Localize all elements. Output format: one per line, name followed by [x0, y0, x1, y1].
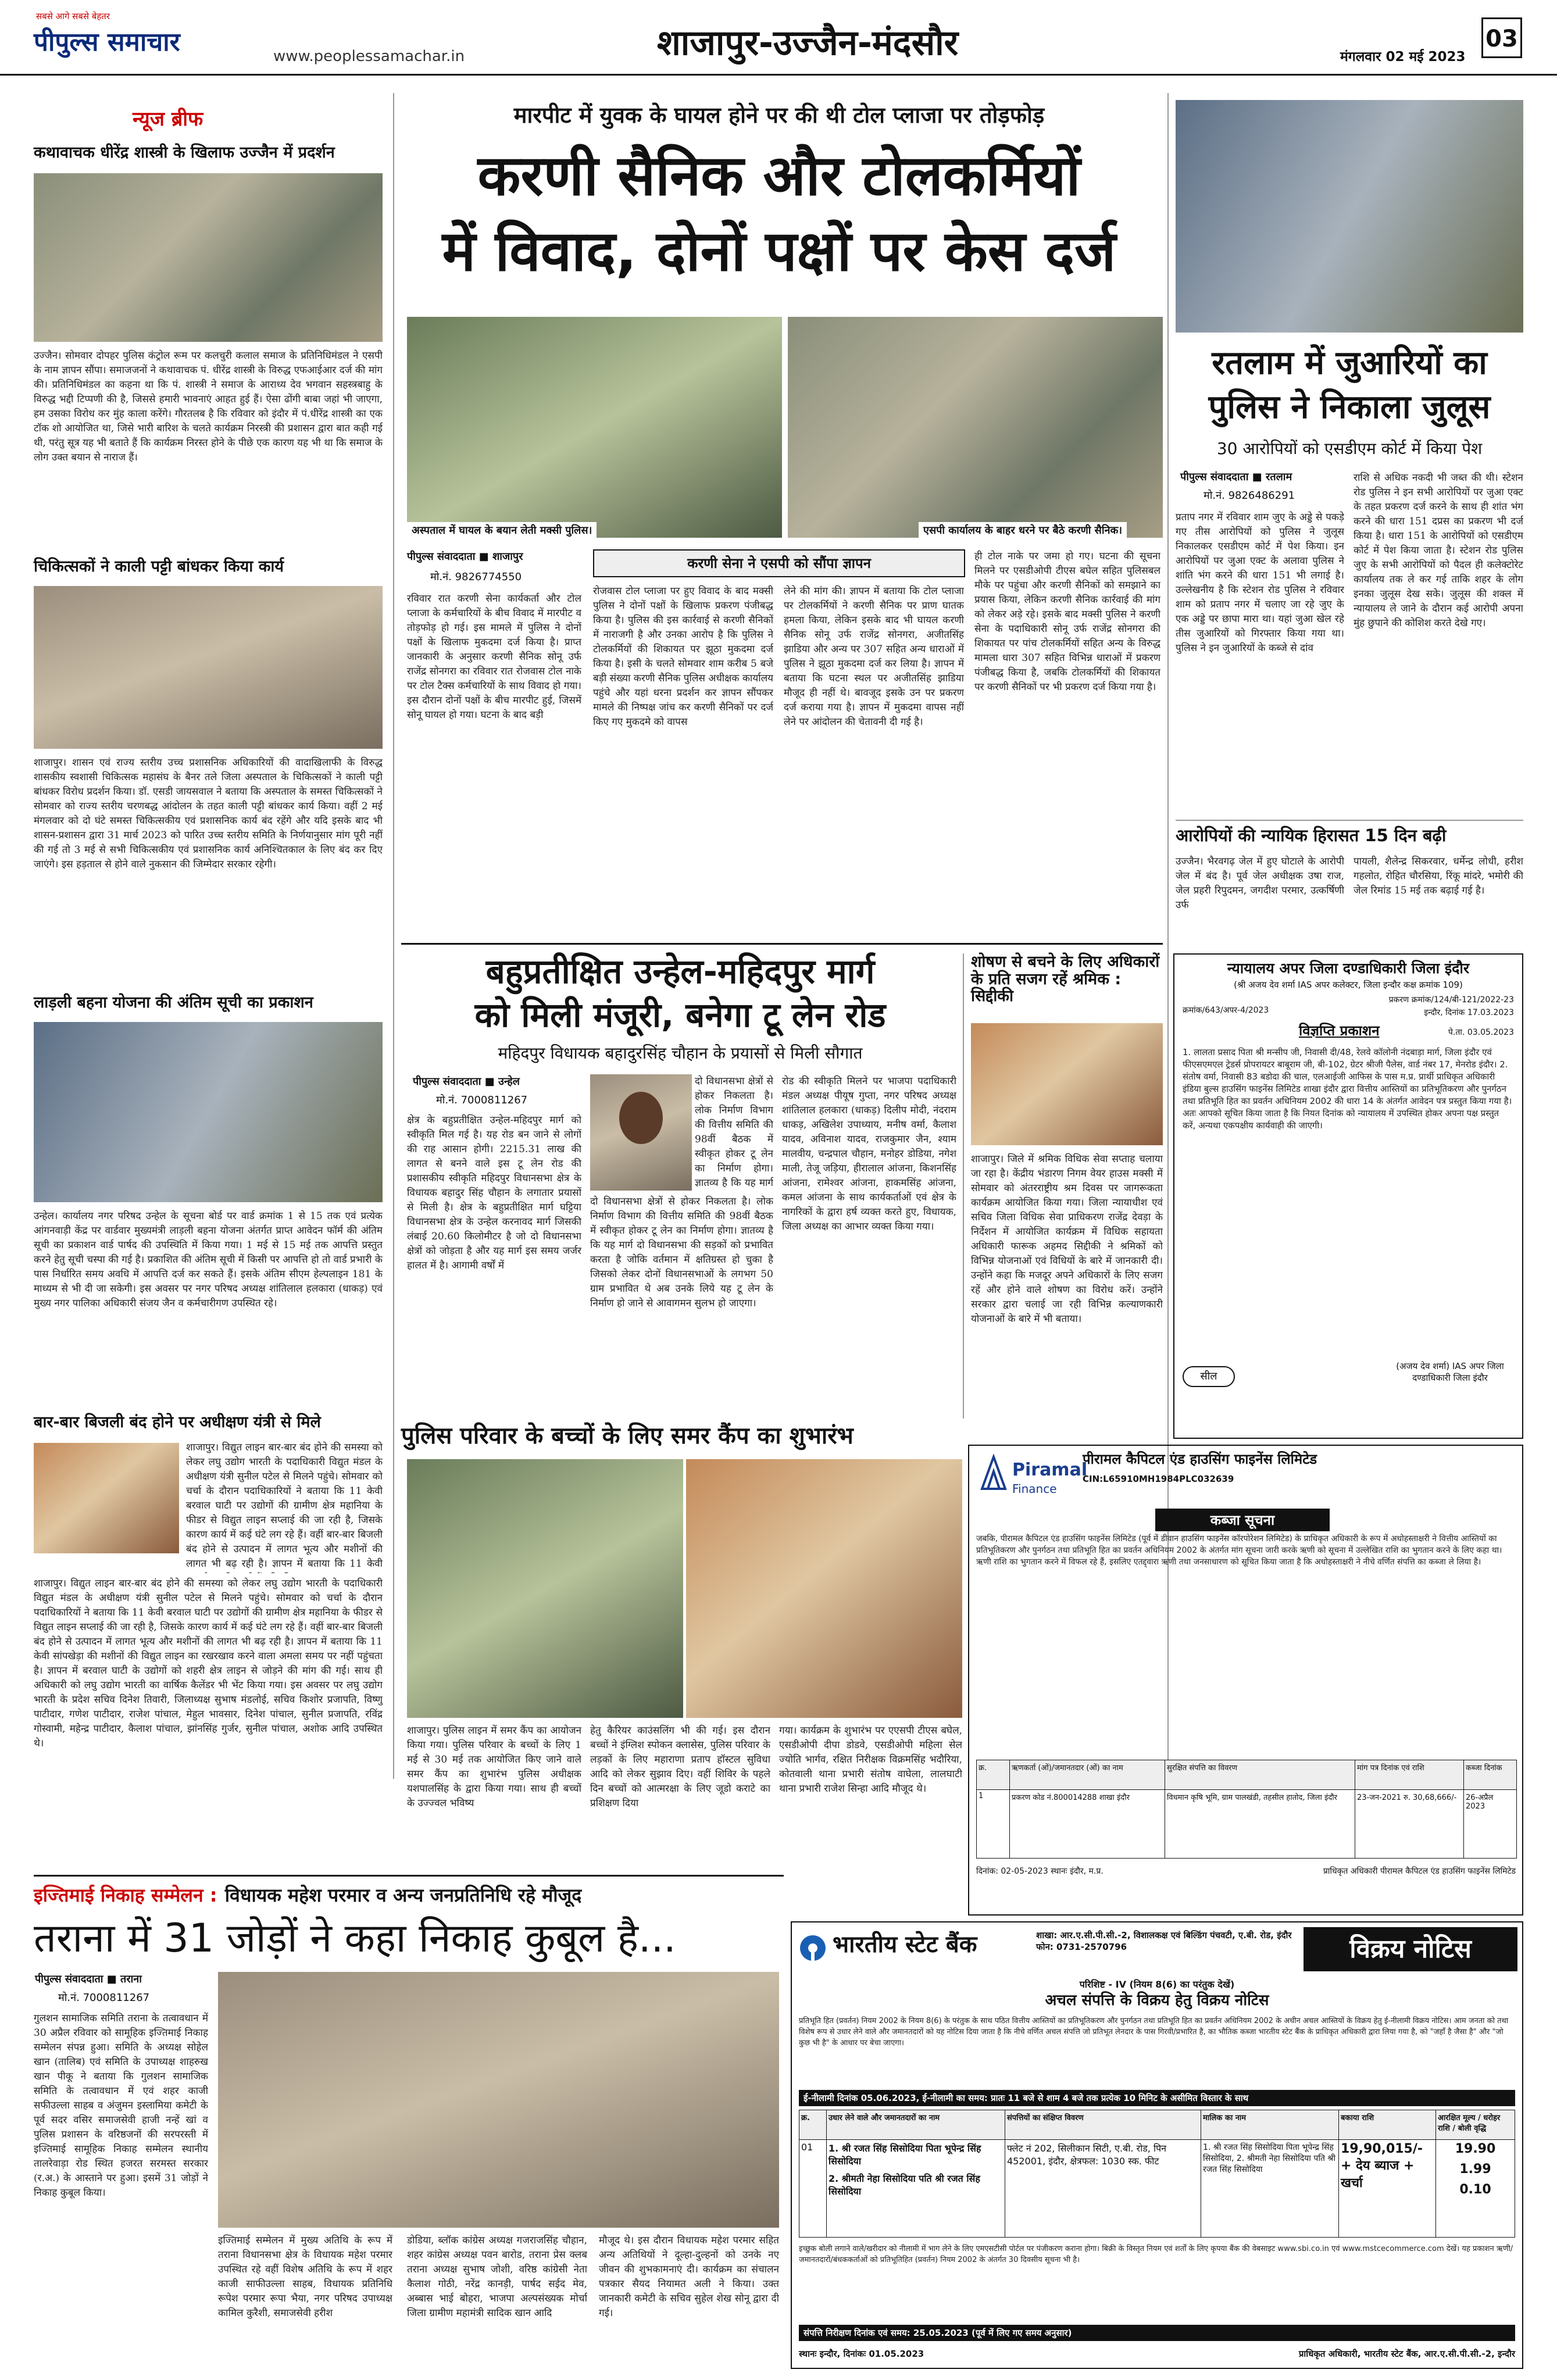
nikah-headline: तराना में 31 जोड़ों ने कहा निकाह कुबूल है... — [34, 1916, 676, 1961]
sbi-appendix: परिशिष्ट - IV (नियम 8(6) का परंतुक देखें) — [1079, 1979, 1235, 1990]
nikah-kicker-bar — [34, 1882, 784, 1910]
piramal-td-borrower: प्रकरण कोड नं.800014288 शाखा इंदौर — [1010, 1790, 1165, 1859]
nikah-col1: गुलशन सामाजिक समिति तराना के तत्वावधान में 30 अप्रैल रविवार को सामूहिक इज्तिमाई निकाह सम्मेलन संपन्न हुआ। समिति के अध्यक्ष सोहेल खान (तालिब) एवं समिति के उपाध्यक्ष शाहरुख खान पीकू ने बताया कि गुलशन सामाजिक समिति के तत्वावधान में एवं शहर काजी सफीउल्ला साहब व अंजुमन इस्लामिया कमेटी के पूर्व सदर वसिर समाजसेवी हाजी नन्हें खां व पुलिस प्रशासन के वरिष्ठजनों की सरपरस्ती में इज्तिमाई सामूहिक निकाह सम्मेलन स्थानीय तालरेवाड़ा रोड स्थित हजरत सरमस्त सरकार (र.अ.) के आस्ताने पर हुआ। इसमें 31 जोड़ों ने निकाह कुबूल किया। — [34, 2013, 208, 2199]
piramal-notice — [968, 1445, 1523, 1916]
sbi-td-dues: 19,90,015/- + देय ब्याज + खर्चा — [1339, 2140, 1436, 2238]
lead-subbox: करणी सेना ने एसपी को सौंपा ज्ञापन — [593, 549, 965, 577]
sbi-auction-date: ई-नीलामी दिनांक 05.06.2023, ई-नीलामी का समय: प्रातः 11 बजे से शाम 4 बजे तक प्रत्येक 10 मिनिट के असीमित विस्तार के साथ — [799, 2090, 1515, 2106]
nikah-kicker: इज्तिमाई निकाह सम्मेलन : — [34, 1884, 217, 1906]
piramal-th-possession: कब्जा दिनांक — [1466, 1764, 1502, 1773]
column-divider — [963, 953, 964, 1418]
piramal-brand: Piramal — [1012, 1460, 1088, 1480]
labour-headline: शोषण से बचने के लिए अधिकारों के प्रति सजग रहें श्रमिक : सिद्दीकी — [971, 953, 1160, 1006]
brief4-photo — [34, 1443, 179, 1553]
brief3-body: उन्हेल। कार्यालय नगर परिषद उन्हेल के सूचना बोर्ड पर वार्ड क्रमांक 1 से 15 तक एवं प्रत्येक आंगनवाड़ी केंद्र पर वार्डवार मुख्यमंत्री लाड़ली बहना योजना अंतर्गत प्राप्त आवेदन फॉर्म की अंतिम सूची का प्रकाशन वार्ड पार्षद की उपस्थिति में किया गया। 1 मई से 15 मई तक आपत्ति प्रस्तुत करने हेतु सूची चस्पा की गई है। प्रकाशित की अंतिम सूची में किसी पर आपत्ति हो तो वार्ड प्रभारी के पास निर्धारित समय अवधि में आपत्ति दर्ज कर सकते हैं। इसके अंतिम सीएम हेल्पलाइन 181 के माध्यम से भी दी जा सकेगी। इस अवसर पर नगर परिषद अध्यक्ष शांतिलाल हलकारा (धाकड़) एवं मुख्य नगर पालिका अधिकारी संजय जैन व कर्मचारीगण उपस्थित रहे। — [34, 1210, 383, 1309]
ratlam-col1: प्रताप नगर में रविवार शाम जुए के अड्डे से पकड़े गए तीस आरोपियों को पुलिस ने जुलूस निकालकर एसडीएम कोर्ट में पेश किया। इन आरोपियों पर जुआ एक्ट के अलावा पुलिस ने शांति भंग करने की धारा 151 भी लगाई है। उल्लेखनीय है कि स्टेशन रोड पुलिस ने रविवार शाम को प्रताप नगर में चलाए जा रहे जुए के एक अड्डे पर छापा मारा था। यहां जुआ खेल रहे तीस जुआरियों को गिरफ्तार किया गया था। पुलिस ने इन जुआरियों के कब्जे से दांव — [1176, 512, 1344, 654]
sbi-th-property: संपत्तियों का संक्षिप्त विवरण — [1005, 2110, 1201, 2139]
piramal-td-demand: 23-जन-2021 रु. 30,68,666/- — [1355, 1790, 1464, 1859]
section-divider — [401, 943, 1163, 945]
road-phone: मो.नं. 7000811267 — [436, 1094, 528, 1106]
brief3-headline: लाड़ली बहना योजना की अंतिम सूची का प्रकाशन — [34, 994, 313, 1012]
road-col3: रोड की स्वीकृति मिलने पर भाजपा पदाधिकारी मंडल अध्यक्ष पीयूष गुप्ता, नगर परिषद अध्यक्ष शांतिलाल हलकारा (धाकड़) दिलीप मोदी, नंदराम धाकड़, अखिलेश उपाध्याय, मनीष वर्मा, कैलाश यादव, अविनाश यादव, राजकुमार जैन, श्याम मालवीय, चन्द्रपाल चौहान, मनोहर डोडिया, नगेश माली, तेजू जड़िया, हीरालाल आंजना, किशनसिंह आंजना, रामेश्वर आंजना, हाकमसिंह आंजना, कमल आंजना के साथ कार्यकर्ताओं एवं क्षेत्र के नागरिकों के द्वारा हर्ष व्यक्त करते हुए, विधायक, जिला अध्यक्ष का आभार व्यक्त किया गया। — [782, 1075, 956, 1232]
sbi-signatory: प्राधिकृत अधिकारी, भारतीय स्टेट बैंक, आर.ए.सी.पी.सी.-2, इन्दौर — [1298, 2349, 1515, 2359]
brief4-body: शाजापुर। विद्युत लाइन बार-बार बंद होने की समस्या को लेकर लघु उद्योग भारती के पदाधिकारी विद्युत मंडल के अधीक्षण यंत्री सुनील पटेल से मिलने पहुंचे। सोमवार को चर्चा के दौरान पदाधिकारियों ने बताया कि 11 केवी बरवाल घाटी पर उद्योगों की ग्रामीण क्षेत्र महानिया के फीडर से विद्युत लाइन सप्लाई की जा रही है, जिसके कारण कार्य में कई घंटे लग रहे हैं। वहीं बार-बार बिजली बंद होने से उत्पादन में लागत भूत्य और मशीनों की लागत भी बढ़ रही है। ज्ञापन में बताया कि 11 केवी — [186, 1442, 383, 1570]
ratlam-col4: पायली, शैलेन्द्र सिकरवार, धर्मेन्द्र लोधी, हरीश गहलोत, रोहित चौरसिया, रिंकू मांदरे, भमोरी की जेल रिमांड 15 मई तक बढ़ाई गई है। — [1354, 856, 1523, 896]
sbi-td-emd: 1.99 — [1459, 2162, 1491, 2177]
brief3-photo — [34, 1022, 383, 1202]
piramal-notice-title: कब्जा सूचना — [1155, 1509, 1330, 1531]
sbi-body: प्रतिभूति हित (प्रवर्तन) नियम 2002 के नियम 8(6) के परंतुक के साथ पठित वित्तीय आस्तियों का प्रतिभूतिकरण और पुनर्गठन तथा प्रतिभूति हित का प्रवर्तन अधिनियम 2002 के अधीन अचल आस्तियों के विक्रय हेतु ई-नीलामी विक्रय नोटिस। आम जनता को तथा विशेष रूप से उधार लेने वाले और जमानतदारों को यह नोटिस दिया जाता है कि नीचे वर्णित अचल संपत्ति जो प्रतिभूत लेनदार के पास गिरवी/प्रभारित है, का भौतिक कब्जा भारतीय स्टेट बैंक के प्राधिकृत अधिकारी द्वारा लिया गया है, को "जहाँ है जैसा है" और "जो कुछ भी है" के आधार पर बेचा जाएगा। — [799, 2017, 1509, 2047]
piramal-body: जबकि, पीरामल कैपिटल एंड हाउसिंग फाइनेंस लिमिटेड (पूर्व में डीवान हाउसिंग फाइनेंस कॉरपोरेशन लिमिटेड) के प्राधिकृत अधिकारी के रूप में अधोहस्ताक्षरी ने वित्तीय आस्तियों का प्रतिभूतिकरण और पुनर्गठन तथा प्रतिभूति हित का प्रवर्तन अधिनियम 2002 के अंतर्गत मांग सूचना जारी करके ऋणी को सूचना में उल्लेखित राशि का भुगतान करने के लिए कहा था। ऋणी राशि का भुगतान करने में विफल रहे हैं, इसलिए एतद्द्वारा ऋणी तथा जनसाधारण को सूचित किया जाता है कि अधोहस्ताक्षरी ने नीचे वर्णित संपत्ति का कब्जा ले लिया है। — [976, 1534, 1502, 1567]
lead-col4: ही टोल नाके पर जमा हो गए। घटना की सूचना मिलने पर एसडीओपी टीएस बघेल सहित पुलिसबल मौके पर पहुंचा और करणी सैनिकों को समझाने का प्रयास किया, लेकिन करणी सैनिक कार्रवाई की मांग को लेकर अड़े रहे। इसके बाद मक्सी पुलिस ने करणी सेना के पदाधिकारी सोनू उर्फ राजेंद्र सोनगरा की शिकायत पर पांच टोलकर्मियों सहित अन्य के विरुद्ध मामला धारा 307 सहित विभिन्न धाराओं में प्रकरण पंजीबद्ध किया है, जबकि टोलकर्मियों की शिकायत पर करणी सैनिकों पर भी प्रकरण दर्ज किया गया है। — [974, 551, 1160, 693]
sbi-place: स्थानः इन्दौर, दिनांकः 01.05.2023 — [799, 2349, 924, 2359]
court-notice-date1: इन्दौर, दिनांक 17.03.2023 — [1424, 1007, 1514, 1017]
brief2-body: शाजापुर। शासन एवं राज्य स्तरीय उच्च प्रशासनिक अधिकारियों की वादाखिलाफी के विरुद्ध शासकीय स्वशासी चिकित्सक महासंघ के बैनर तले जिला अस्पताल के चिकित्सकों ने काली पट्टी बांधकर विरोध प्रदर्शन किया। डॉ. एसडी जायसवाल ने बताया कि अस्पताल के समस्त चिकित्सकों ने सोमवार को राज्य स्तरीय चरणबद्ध आंदोलन के तहत काली पट्टी बांधकर कार्य किया। वहीं 2 मई मंगलवार को दो घंटे समस्त चिकित्सकीय एवं प्रशासनिक कार्य बंद रहेंगे और यदि इसके बाद भी शासन-प्रशासन द्वारा 31 मार्च 2023 को पारित उच्च स्तरीय समिति के निर्णयानुसार मांग पूरी नहीं की गई तो 3 मई से सभी चिकित्सकीय एवं प्रशासनिक कार्य अनिश्चितकाल के लिए बंद कर दिए जाएंगे। इस हड़ताल से होने वाले नुकसान की जिम्मेदार सरकार रहेगी। — [34, 757, 383, 870]
brief2-headline: चिकित्सकों ने काली पट्टी बांधकर किया कार्य — [34, 558, 284, 576]
brand-logo: पीपुल्स समाचार — [34, 27, 180, 57]
road-col1: क्षेत्र के बहुप्रतीक्षित उन्हेल-महिदपुर मार्ग को स्वीकृति मिल गई है। यह रोड बन जाने से लोगों की राह आसान होगी। 2215.31 लाख की लागत से बनने वाले इस टू लेन रोड की प्रशासकीय स्वीकृति महिदपुर विधानसभा क्षेत्र के विधायक बहादुर सिंह चौहान के लगातार प्रयासों से मिली है। क्षेत्र के बहुप्रतीक्षित मार्ग घट्टिया विधानसभा क्षेत्र के उन्हेल करनावद मार्ग जिसकी लंबाई 20.60 किलोमीटर है जो दो विधानसभा क्षेत्रों को जोड़ता है और यह मार्ग इस समय जर्जर हालत में है। आगामी वर्षों में — [407, 1114, 581, 1271]
brief4-body-continued: शाजापुर। विद्युत लाइन बार-बार बंद होने की समस्या को लेकर लघु उद्योग भारती के पदाधिकारी विद्युत मंडल के अधीक्षण यंत्री सुनील पटेल से मिलने पहुंचे। सोमवार को चर्चा के दौरान पदाधिकारियों ने बताया कि 11 केवी बरवाल घाटी पर उद्योगों की ग्रामीण क्षेत्र महानिया के फीडर से विद्युत लाइन सप्लाई की जा रही है, जिसके कारण कार्य में कई घंटे लग रहे हैं। वहीं बार-बार बिजली बंद होने से उत्पादन में लागत भूत्य और मशीनों की लागत भी बढ़ रही है। ज्ञापन में बताया कि 11 केवी सांपखेड़ा की मशीनों की विद्युत लाइन का रखरखाव करने वाला अमला समय पर नहीं पहुंचता है। ज्ञापन में बरवाल घाटी के उद्योगों को शहरी क्षेत्र लाइन से जोड़ने की मांग की गई। साथ ही अधिकारी को लघु उद्योग भारती का वार्षिक कैलेंडर भी भेंट किया गया। इस अवसर पर लघु उद्योग भारती के प्रदेश सचिव दिनेश तिवारी, जिलाध्यक्ष सुभाष मंडलोई, सचिव किशोर प्रजापति, विष्णु पाटीदार, गणेश पाटीदार, राजेश पांचाल, मेहुल भावसार, दिनेश पांचाल, सुनील प्रजापति, रविंद्र गोस्वामी, महेन्द्र पाटीदार, कैलाश पांचाल, झांनसिंह गुर्जर, सुनील पांचाल, अशोक आदि उपस्थित थे। — [34, 1578, 383, 1749]
police-camp-col3: गया। कार्यक्रम के शुभारंभ पर एएसपी टीएस बघेल, एसडीओपी दीपा डोडवे, एसडीओपी महिला सेल ज्योति भार्गव, रक्षित निरीक्षक विक्रमसिंह भदौरिया, कोतवाली थाना प्रभारी संतोष वाघेला, लालघाटी थाना प्रभारी राजेश सिन्हा आदि मौजूद थे। — [779, 1725, 962, 1795]
lead-photo-hospital — [407, 317, 782, 538]
road-col2: दो विधानसभा क्षेत्रों से होकर निकलता है। लोक निर्माण विभाग की वित्तीय समिति की 98वीं बैठक में स्वीकृत होकर टू लेन का निर्माण होगा। ज्ञातव्य है कि यह मार्ग — [695, 1075, 773, 1189]
road-mla-photo — [590, 1074, 692, 1191]
sbi-th-no: क्र. — [799, 2110, 827, 2139]
ratlam-col3: उज्जैन। भैरवगढ़ जेल में हुए घोटाले के आरोपी जेल में बंद है। पूर्व जेल अधीक्षक उषा राज, जेल प्रहरी रिपुदमन, जगदीश परमार, उत्कर्षिणी उर्फ — [1176, 856, 1344, 911]
column-divider — [393, 93, 394, 1779]
website-link[interactable]: www.peoplessamachar.in — [273, 48, 465, 65]
masthead — [0, 0, 1557, 76]
column-divider — [1167, 93, 1169, 953]
labour-photo — [971, 1023, 1163, 1145]
piramal-footer-right: प्राधिकृत अधिकारी पीरामल कैपिटल एंड हाउसिंग फाइनेंस लिमिटेड — [1323, 1867, 1516, 1876]
police-camp-col2: हेतु कैरियर काउंसलिंग भी की गई। इस दौरान बच्चों ने इंग्लिश स्पोकन क्लासेस, पुलिस परिवार के लड़कों के लिए महाराणा प्रताप हॉस्टल सुविधा आदि को लेकर सुझाव दिए। वहीं शिविर के पहले दिन बच्चों को आत्मरक्षा के लिए जूडो कराटे का प्रशिक्षण दिया — [590, 1725, 770, 1809]
piramal-footer-left: दिनांक: 02-05-2023 स्थानः इंदौर, म.प्र. — [976, 1867, 1104, 1876]
piramal-th-demand: मांग पत्र दिनांक एवं राशि — [1355, 1760, 1464, 1789]
piramal-td-no: 1 — [977, 1790, 1010, 1859]
sbi-th-owner: मालिक का नाम — [1201, 2110, 1339, 2139]
nikah-phone: मो.नं. 7000811267 — [58, 1992, 150, 2004]
ratlam-headline-line2: पुलिस ने निकाला जुलूस — [1208, 388, 1491, 426]
page-number: 03 — [1481, 17, 1522, 58]
court-notice-office: न्यायालय अपर जिला दण्डाधिकारी जिला इंदौर — [1227, 960, 1470, 977]
court-notice-title: विज्ञप्ति प्रकाशन — [1299, 1022, 1380, 1039]
lead-headline-line2: में विवाद, दोनों पक्षों पर केस दर्ज — [442, 219, 1116, 284]
section-divider — [34, 1875, 784, 1877]
nikah-col2: इज्तिमाई सम्मेलन में मुख्य अतिथि के रूप में तराना विधानसभा क्षेत्र के विधायक महेश परमार उपस्थित रहे वहीं विशेष अतिथि के रूप में शहर काजी साफीउल्ला साहब, विधायक प्रतिनिधि रूपेश परमार रूपा भैया, नगर परिषद उपाध्यक्ष कामिल कुरैशी, समाजसेवी हरीश — [218, 2235, 392, 2319]
ratlam-subhead: 30 आरोपियों को एसडीएम कोर्ट में किया पेश — [1216, 439, 1483, 458]
news-brief-label: न्यूज ब्रीफ — [133, 108, 203, 131]
ratlam-byline: पीपुल्स संवाददाता ■ रतलाम — [1180, 471, 1292, 483]
sbi-bank-name: भारतीय स्टेट बैंक — [833, 1931, 977, 1958]
police-camp-col1: शाजापुर। पुलिस लाइन में समर कैंप का आयोजन किया गया। पुलिस परिवार के बच्चों के लिए 1 मई से 30 मई तक आयोजित किए जाने वाले समर कैंप का शुभारंभ पुलिस अधीक्षक यशपालसिंह के द्वारा किया गया। साथ ही बच्चों के उज्ज्वल भविष्य — [407, 1725, 581, 1809]
road-byline: पीपुल्स संवाददाता ■ उन्हेल — [413, 1075, 520, 1088]
court-notice-date2: पे.ता. 03.05.2023 — [1448, 1027, 1514, 1037]
table-row — [799, 2140, 1515, 2238]
lead-headline-line1: करणी सैनिक और टोलकर्मियों — [477, 143, 1081, 208]
labour-body: शाजापुर। जिले में श्रमिक विधिक सेवा सप्ताह चलाया जा रहा है। केंद्रीय भंडारण निगम वेयर हाउस मक्सी में सोमवार को अंतरराष्ट्रीय श्रम दिवस पर जागरूकता कार्यक्रम आयोजित किया गया। जिला न्यायाधीश एवं सचिव जिला विधिक सेवा प्राधिकरण राजेंद्र देवड़ा के निर्देशन में आयोजित कार्यक्रम में विधिक सहायता अधिकारी फारूक अहमद सिद्दीकी ने श्रमिकों को विभिन्न योजनाओं एवं विधियों के बारे में जानकारी दी। उन्होंने कहा कि मजदूर अपने अधिकारों के लिए सजग रहें और होने वाले शोषण का विरोध करें। उन्होंने सरकार द्वारा चलाई जा रही विभिन्न कल्याणकारी योजनाओं के बारे में भी बताया। — [971, 1153, 1163, 1325]
piramal-logo — [976, 1454, 1088, 1524]
lead-col3: लेने की मांग की। ज्ञापन में बताया कि टोल प्लाजा पर टोलकर्मियों ने करणी सैनिक पर प्राण घातक हमला किया, लेकिन इसके बाद भी घायल करणी सैनिक सोनू उर्फ राजेंद्र सोनगरा, अजीतसिंह झाडिया और अन्य पर 307 सहित अन्य धाराओं में पुलिस ने झूठा मुकदमा दर्ज कर लिया है। ज्ञापन में बताया कि घटना स्थल पर अजीतसिंह झाडिया मौजूद ही नहीं थे। बावजूद इसके उन पर प्रकरण दर्ज कराया गया है। ज्ञापन में मुकदमा वापस नहीं लेने पर आंदोलन की चेतावनी दी गई है। — [784, 585, 964, 728]
sbi-td-increment: 0.10 — [1459, 2182, 1491, 2197]
court-notice-officer: (श्री अजय देव शर्मा IAS अपर कलेक्टर, जिला इन्दौर कक्ष क्रमांक 109) — [1234, 979, 1463, 990]
piramal-th-no: क्र. — [977, 1760, 1010, 1789]
sbi-inspection: संपत्ति निरीक्षण दिनांक एवं समय: 25.05.2023 (पूर्व में लिए गए समय अनुसार) — [799, 2325, 1515, 2341]
lead-kicker: मारपीट में युवक के घायल होने पर की थी टोल प्लाजा पर तोड़फोड़ — [513, 102, 1045, 128]
ratlam-col2: राशि से अधिक नकदी भी जब्त की थी। स्टेशन रोड पुलिस ने इन सभी आरोपियों पर जुआ एक्ट के तहत प्रकरण दर्ज करने के साथ ही शांत भंग करने की धारा 151 दप्रस का प्रकरण भी दर्ज किया है। धारा 151 के आरोपियों को एसडीएम कोर्ट में पेश किया जाता है। स्टेशन रोड पुलिस जुए के सभी आरोपियों को पैदल ही कलेक्टोरेट कार्यालय तक ले कर गई ताकि शहर के लोग इनका जुलूस देख सके। जुलूस की शक्ल में न्यायालय ले जाने के दौरान कई आरोपी अपना मुंह छुपाने की कोशिश करते देखे गए। — [1354, 472, 1523, 629]
brand-tagline: सबसे आगे सबसे बेहतर — [36, 11, 110, 22]
nikah-col4: मौजूद थे। इस दौरान विधायक महेश परमार सहित अन्य अतिथियों ने दूल्हा-दुल्हनों को उनके नए जीवन की शुभकामनाएं दी। कार्यक्रम का संचालन पत्रकार सैयद नियामत अली ने किया। उक्त जानकारी कमेटी के सचिव सुहेल शेख सोनू द्वारा दी गई। — [599, 2235, 779, 2319]
piramal-th-property: सुरक्षित संपत्ति का विवरण — [1165, 1760, 1355, 1789]
piramal-cin: CIN:L65910MH1984PLC032639 — [1083, 1474, 1234, 1484]
sbi-notice — [791, 1921, 1523, 2369]
lead-col1: रविवार रात करणी सेना कार्यकर्ता और टोल प्लाजा के कर्मचारियों के बीच विवाद में मारपीट व तोड़फोड़ हो गई। इस मामले में पुलिस ने दोनों पक्षों के खिलाफ मुकदमा दर्ज किया है। प्राप्त जानकारी के अनुसार करणी सैनिक सोनू उर्फ राजेंद्र सोनगरा का रविवार रात रोजवास टोल नाके पर टोल टैक्स कर्मचारियों के साथ विवाद हो गया। इस दौरान दोनों पक्षों के बीच मारपीट हुई, जिसमें सोनू घायल हो गया। घटना के बाद बड़ी — [407, 593, 581, 721]
sbi-td-borrower2: 2. श्रीमती नेहा सिसोदिया पति श्री रजत सिंह सिसोदिया — [829, 2173, 980, 2197]
sbi-td-reserve: 19.90 — [1455, 2142, 1496, 2156]
piramal-brand-sub: Finance — [1012, 1482, 1057, 1496]
sbi-td-borrower1: 1. श्री रजत सिंह सिसोदिया पिता भूपेन्द्र सिंह सिसोदिया — [829, 2143, 981, 2167]
ratlam-headline-line1: रतलाम में जुआरियों का — [1212, 344, 1487, 382]
sbi-terms: इच्छुक बोली लगाने वाले/खरीदार को नीलामी में भाग लेने के लिए एमएसटीसी पोर्टल पर पंजीकरण कराना होगा। बिक्री के विस्तृत नियम एवं शर्तों के लिए कृपया बैंक की वेबसाइट www.sbi.co.in एवं www.mstcecommerce.com देखें। यह प्रकाशन ऋणी/जमानतदारों/बंधककर्ताओं को प्रतिभूतिहित (प्रवर्तन) नियम 2002 के अंतर्गत 30 दिवसीय सूचना भी है। — [799, 2245, 1513, 2264]
brief4-headline: बार-बार बिजली बंद होने पर अधीक्षण यंत्री से मिले — [34, 1413, 321, 1431]
court-notice-case-left: क्रमांक/643/अपर-4/2023 — [1183, 1005, 1269, 1015]
sbi-th-dues: बकाया राशि — [1339, 2110, 1436, 2139]
road-headline-line2: को मिली मंजूरी, बनेगा टू लेन रोड — [474, 995, 886, 1035]
sbi-td-owner: 1. श्री रजत सिंह सिसोदिया पिता भूपेन्द्र सिंह सिसोदिया, 2. श्रीमती नेहा सिसोदिया पति श्री रजत सिंह सिसोदिया — [1201, 2140, 1339, 2238]
sbi-notice-label: विक्रय नोटिस — [1304, 1927, 1517, 1971]
lead-caption-hospital: अस्पताल में घायल के बयान लेती मक्सी पुलिस। — [407, 522, 597, 538]
section-title: शाजापुर-उज्जैन-मंदसौर — [657, 23, 959, 63]
sbi-branch: शाखा: आर.ए.सी.पी.सी.-2, विशालकक्ष एवं बिल्डिंग पंचवटी, ए.बी. रोड, इंदौर फोन: 0731-2570796 — [1036, 1930, 1292, 1952]
lead-photo-protest — [788, 317, 1163, 538]
road-subhead: महिदपुर विधायक बहादुरसिंह चौहान के प्रयासों से मिली सौगात — [498, 1044, 863, 1063]
court-notice-body: 1. लालता प्रसाद पिता श्री मन्सीप जी, निवासी दी/48, रेलवे कॉलोनी नंदबाड़ा मार्ग, जिला इंदौर एवं फीएसएमएल ट्रेडर्स प्रोपरायटर बाबूराम जी, बी-102, ग्रेटर श्रीजी पैलेस, वार्ड नंबर 17, मेनरोड इंदौर। 2. संतोष वर्मा, निवासी 83 बडोदा की चाल, एलआईजी आफिस के पास म.प्र. प्रार्थी प्राधिकृत अधिकारी इंडिया बुल्स हाउसिंग फाइनेंस लिमिटेड शाखा इंदौर द्वारा वित्तीय आस्तियों का प्रतिभूतिकरण और पुनर्गठन तथा प्रतिभूति हित का प्रवर्तन अधिनियम 2002 की धारा 14 के अंतर्गत आवेदन पत्र प्रस्तुत किया गया है। अतः आपको सूचित किया जाता है कि नियत दिनांक को न्यायालय में उपस्थित होकर अपना पक्ष प्रस्तुत करें, अन्यथा एकपक्षीय कार्यवाही की जाएगी। — [1183, 1046, 1512, 1131]
court-notice — [1173, 953, 1523, 1439]
sbi-logo-icon — [799, 1934, 827, 1962]
ratlam-subhead2: आरोपियों की न्यायिक हिरासत 15 दिन बढ़ी — [1176, 826, 1447, 845]
lead-col2: रोजवास टोल प्लाजा पर हुए विवाद के बाद मक्सी पुलिस ने दोनों पक्षों के खिलाफ प्रकरण पंजीबद्ध किया है। पुलिस की इस कार्रवाई से करणी सैनिकों में नाराजगी है और उनका आरोप है कि पुलिस ने टोलकर्मियों की शिकायत पर झूठा मुकदमा दर्ज किया है। इसी के चलते सोमवार शाम करीब 5 बजे बड़ी संख्या करणी सैनिक पुलिस अधीक्षक कार्यालय पहुंचे और यहां धरना प्रदर्शन कर ज्ञापन सौंपकर मामले की निष्पक्ष जांच कर करणी सैनिकों पर दर्ज किए गए मुकदमे को वापस — [593, 585, 773, 728]
police-camp-photo-right — [686, 1459, 962, 1718]
lead-phone: मो.नं. 9826774550 — [430, 571, 522, 583]
sbi-table — [799, 2110, 1515, 2238]
piramal-td-property: विधमान कृषि भूमि, ग्राम पालखंडी, तहसील हातोद, जिला इंदौर — [1165, 1790, 1355, 1859]
road-headline-line1: बहुप्रतीक्षित उन्हेल-महिदपुर मार्ग — [485, 952, 875, 991]
piramal-table — [976, 1760, 1517, 1859]
nikah-kicker2: विधायक महेश परमार व अन्य जनप्रतिनिधि रहे मौजूद — [224, 1884, 582, 1906]
nikah-byline: पीपुल्स संवाददाता ■ तराना — [35, 1973, 142, 1985]
piramal-th-borrower: ऋणकर्ता (ओं)/जमानतदार (ओं) का नाम — [1010, 1760, 1165, 1789]
piramal-td-possession: 26-अप्रैल 2023 — [1466, 1793, 1494, 1811]
lead-byline: पीपुल्स संवाददाता ■ शाजापुर — [407, 551, 523, 563]
piramal-company: पीरामल कैपिटल एंड हाउसिंग फाइनेंस लिमिटेड — [1083, 1451, 1317, 1467]
nikah-photo — [218, 1972, 779, 2228]
issue-date: मंगलवार 02 मई 2023 — [1340, 49, 1466, 65]
court-notice-signatory: (अजय देव शर्मा) IAS अपर जिला दण्डाधिकारी जिला इंदौर — [1396, 1360, 1504, 1383]
court-notice-case-right: प्रकरण क्रमांक/124/बी-121/2022-23 — [1388, 995, 1514, 1005]
sbi-td-property: फ्लेट नं 202, सिलीकान सिटी, ए.बी. रोड, पिन 452001, इंदौर, क्षेत्रफल: 1030 स्क. फीट — [1005, 2140, 1201, 2238]
brief1-photo — [34, 173, 383, 342]
brief1-headline: कथावाचक धीरेंद्र शास्त्री के खिलाफ उज्जैन में प्रदर्शन — [34, 144, 335, 162]
piramal-logo-icon — [976, 1454, 1011, 1495]
sbi-title: अचल संपत्ति के विक्रय हेतु विक्रय नोटिस — [1045, 1992, 1269, 2009]
police-camp-headline: पुलिस परिवार के बच्चों के लिए समर कैंप का शुभारंभ — [401, 1423, 854, 1449]
nikah-col3: डोडिया, ब्लॉक कांग्रेस अध्यक्ष गजराजसिंह चौहान, शहर कांग्रेस अध्यक्ष पवन बारोड, तराना प्रेस क्लब तराना अध्यक्ष सुभाष जोशी, वरिष्ठ कांग्रेसी नेता कैलाश गोठी, नरेंद्र कानड़ी, पार्षद सईद मेव, अब्बास भाई बोहरा, भाजपा अल्पसंख्यक मोर्चा जिला ग्रामीण महामंत्री सादिक खान आदि — [407, 2235, 587, 2319]
news-brief-column — [34, 99, 383, 1575]
table-row — [977, 1790, 1516, 1859]
brief2-photo — [34, 586, 383, 749]
ratlam-divider — [1176, 820, 1523, 821]
sbi-th-reserve: आरक्षित मूल्य / धरोहर राशि / बोली वृद्धि — [1438, 2114, 1501, 2133]
sbi-td-no: 01 — [799, 2140, 827, 2238]
ratlam-phone: मो.नं. 9826486291 — [1204, 489, 1295, 502]
ratlam-photo — [1176, 100, 1523, 333]
road-col2-continued: दो विधानसभा क्षेत्रों से होकर निकलता है। लोक निर्माण विभाग की वित्तीय समिति की 98वीं बैठक में स्वीकृत होकर टू लेन का निर्माण होगा। ज्ञातव्य है कि यह मार्ग दो विधानसभा की सड़कों को प्रभावित करता है जोकि वर्तमान में क्षतिग्रस्त हो चुका है जिसको लेकर दोनों विधानसभाओं के लगभग 50 ग्राम प्रभावित थे अब उनके लिये यह टू लेन के निर्माण हो जाने से आवागमन सुलभ हो जाएगा। — [590, 1196, 773, 1309]
sbi-header — [792, 1922, 1522, 1976]
brief1-body: उज्जैन। सोमवार दोपहर पुलिस कंट्रोल रूम पर कलचुरी कलाल समाज के प्रतिनिधिमंडल ने एसपी के नाम ज्ञापन सौंपा। समाजजनों ने कथावाचक पं. धीरेंद्र शास्त्री के विरुद्ध एफआईआर दर्ज की मांग की। प्रतिनिधिमंडल का कहना था कि पं. शास्त्री ने समाज के आराध्य देव भगवान सहस्त्रबाहु के विरुद्ध भद्दी टिप्पणी की है, जिससे हमारी भावनाएं आहत हुई हैं। ऐसा ढोंगी बाबा जहां भी जाएगा, हम उसका विरोध कर मुंह काला करेंगे। गौरतलब है कि रविवार को इंदौर में पं.धीरेंद्र शास्त्री का एक टॉक शो आयोजित था, जिसे भारी बारिश के चलते कार्यक्रम निरस्त्री की प्रशासन द्वारा बात कही गई थी, परंतु सूत्र यह भी बताते हैं कि कार्यक्रम निरस्त होने के पीछे एक कारण यह भी था कि समाज के लोग उक्त बयान से नाराज हैं। — [34, 350, 383, 463]
court-notice-seal: सील — [1183, 1366, 1235, 1387]
sbi-th-borrower: उधार लेने वाले और जमानतदारों का नाम — [827, 2110, 1005, 2139]
police-camp-photo-left — [407, 1459, 683, 1718]
lead-caption-protest: एसपी कार्यालय के बाहर धरने पर बैठे करणी सैनिक। — [919, 522, 1127, 538]
